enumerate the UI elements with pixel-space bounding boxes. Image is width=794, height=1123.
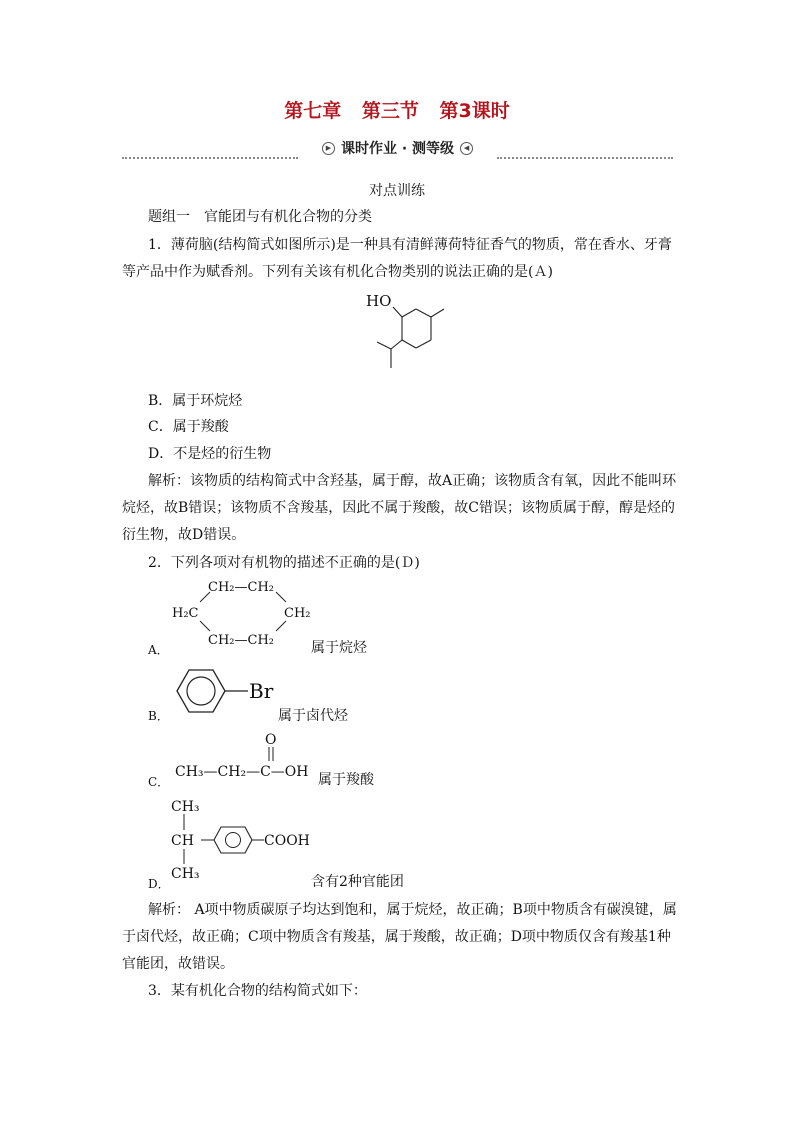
section-label: 第三节: [361, 100, 419, 122]
q2-option-d-letter: D．: [148, 877, 170, 891]
banner-text: 课时作业 · 测等级: [340, 141, 455, 157]
q2-c-formula: CH₃—CH₂—C—OH: [175, 764, 309, 780]
q2-d-ch3-top: CH₃: [171, 799, 200, 815]
q2-d-ch: CH: [171, 833, 194, 849]
q2-option-c-letter: C．: [148, 775, 170, 789]
q2-option-d-desc: 含有2种官能团: [311, 874, 404, 890]
q2-a-left: H₂C: [172, 606, 199, 621]
banner: [298, 139, 497, 157]
q2-b-br: Br: [249, 679, 274, 703]
q2-option-a-letter: A．: [148, 643, 169, 657]
q2-option-b-structure: [168, 664, 288, 719]
q3-stem: 3．某有机化合物的结构简式如下：: [148, 983, 367, 999]
q1-stem-line2: 等产品中作为赋香剂。下列有关该有机化合物类别的说法正确的是(Ａ): [122, 264, 553, 280]
q2-d-ch3-bottom: CH₃: [171, 866, 200, 882]
q1-analysis-line2: 烷烃，故B错误；该物质不含羧基，因此不属于羧酸，故C错误；该物质属于醇，醇是烃的: [122, 500, 675, 516]
play-left-icon: ◀: [460, 142, 473, 155]
banner-rule-left: [122, 157, 298, 159]
q2-a-right: CH₂: [284, 606, 311, 621]
q1-stem-line1: 1．薄荷脑(结构简式如图所示)是一种具有清鲜薄荷特征香气的物质，常在香水、牙膏: [148, 237, 672, 253]
section-heading: 对点训练: [369, 183, 425, 199]
q1-ho-label: HO: [366, 292, 392, 310]
play-right-icon: ▶: [322, 142, 335, 155]
q2-analysis-line1: 解析： A项中物质碳原子均达到饱和，属于烷烃，故正确；B项中物质含有碳溴键，属: [148, 902, 677, 918]
page-title: [0, 96, 794, 123]
q2-c-oxygen: O: [265, 732, 277, 748]
q2-a-bottom: CH₂—CH₂: [208, 633, 274, 648]
q2-option-c-structure: [170, 727, 320, 783]
q2-d-cooh: COOH: [264, 833, 310, 849]
q2-option-a-structure: [170, 575, 320, 655]
q2-option-b-letter: B．: [148, 709, 169, 723]
q1-menthol-structure: [355, 285, 465, 380]
q1-analysis-line3: 衍生物，故D错误。: [122, 527, 246, 543]
q2-analysis-line3: 官能团，故错误。: [122, 956, 234, 972]
q2-stem: 2．下列各项对有机物的描述不正确的是(Ｄ): [148, 555, 420, 571]
q2-option-a-desc: 属于烷烃: [311, 640, 367, 656]
group-heading: 题组一 官能团与有机化合物的分类: [148, 209, 372, 225]
banner-rule-right: [497, 157, 673, 159]
q2-option-b-desc: 属于卤代烃: [278, 708, 348, 724]
q2-option-c-desc: 属于羧酸: [318, 772, 374, 788]
q2-a-top: CH₂—CH₂: [208, 580, 274, 595]
q1-option-c: C．属于羧酸: [148, 419, 229, 435]
chapter-label: 第七章: [284, 100, 342, 122]
lesson-label: 第3课时: [439, 100, 510, 122]
q2-analysis-line2: 于卤代烃，故正确；C项中物质含有羧基，属于羧酸，故正确；D项中物质仅含有羧基1种: [122, 929, 671, 945]
q1-option-b: B．属于环烷烃: [148, 393, 243, 409]
q2-option-d-structure: [168, 794, 318, 886]
q1-option-d: D．不是烃的衍生物: [148, 446, 272, 462]
q1-analysis-line1: 解析：该物质的结构简式中含羟基，属于醇，故A正确；该物质含有氧，因此不能叫环: [148, 473, 677, 489]
